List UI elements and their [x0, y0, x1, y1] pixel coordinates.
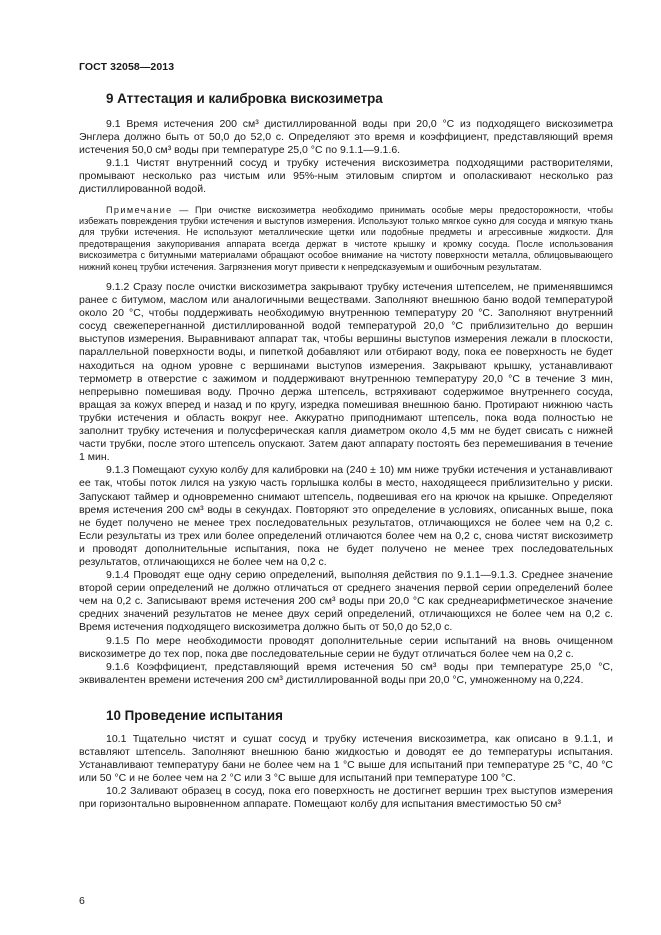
note-paragraph: [79, 205, 613, 273]
note-text: — При очистке вискозиметра необходимо принимать особые меры предосторожности, чтобы избежать повреждения трубки истечения и выступов измерения. Используют только мягкое сукно для сосуда и мягкую ткань для трубки истечения. Не используют металлические щетки или подобные предметы и агрессивные жидкости. Для предотвращения закупоривания аппарата всегда держат в чистоте крышку и кромку сосуда. После использования вискозиметра с битумными материалами обращают особое внимание на чистоту поверхности металла, облицовывающего нижний конец трубки истечения. Загрязнения могут привести к непредсказуемым и ошибочным результатам.: [79, 204, 613, 272]
note-label: Примечание: [106, 204, 173, 215]
document-header: ГОСТ 32058—2013: [79, 61, 175, 73]
document-body: [79, 90, 613, 811]
paragraph-10-2: 10.2 Заливают образец в сосуд, пока его поверхность не достигнет вершин трех выступов измерения при горизонтально выровненном аппарате. Помещают колбу для испытания вместимостью 50 см³: [79, 785, 613, 811]
paragraph-9-1-1: 9.1.1 Чистят внутренний сосуд и трубку истечения вискозиметра подходящими растворителями, промывают несколько раз чистым или 95%-ным этиловым спиртом и ополаскивают несколько раз дистиллированной водой.: [79, 157, 613, 196]
paragraph-9-1-6: 9.1.6 Коэффициент, представляющий время истечения 50 см³ воды при температуре 25,0 °С, эквивалентен времени истечения 200 см³ дистиллированной воды при 20,0 °С, умноженному на 0,224.: [79, 660, 613, 686]
paragraph-9-1: 9.1 Время истечения 200 см³ дистиллированной воды при 20,0 °С из подходящего вискозиметра Энглера должно быть от 50,0 до 52,0 с. Определяют это время и коэффициент, представляющий время истечения 50,0 см³ воды при температуре 25,0 °С по 9.1.1—9.1.6.: [79, 118, 613, 157]
paragraph-9-1-4: 9.1.4 Проводят еще одну серию определений, выполняя действия по 9.1.1—9.1.3. Среднее значение второй серии определений не должно отличаться от среднего значения первой серии определений более чем на 0,2 с. Записывают время истечения 200 см³ воды при 20,0 °С как среднеарифметическое значение средних значений результатов не менее двух серий определений, отличающихся не более чем на 0,2 с. Время истечения подходящего вискозиметра должно быть от 50,0 до 52,0 с.: [79, 569, 613, 634]
paragraph-9-1-3: 9.1.3 Помещают сухую колбу для калибровки на (240 ± 10) мм ниже трубки истечения и устанавливают ее так, чтобы поток лился на узкую часть горлышка колбы в место, находящееся приблизительно у риски. Запускают таймер и одновременно снимают штепсель, подвешивая его на крючок на крышке. Определяют время истечения 200 см³ воды в секундах. Повторяют это определение в условиях, описанных выше, пока не будет получено не менее трех последовательных результатов, отличающихся не более чем на 0,2 с. Если результаты из трех или более определений отличаются более чем на 0,2 с, снова чистят вискозиметр и проводят дополнительные испытания, пока не будет получено не менее трех последовательных результатов, отличающихся не более чем на 0,2 с.: [79, 464, 613, 568]
section-9-heading: 9 Аттестация и калибровка вискозиметра: [106, 91, 383, 106]
paragraph-9-1-5: 9.1.5 По мере необходимости проводят дополнительные серии испытаний на вновь очищенном вискозиметре до тех пор, пока две последовательные серии не будут отличаться более чем на 0,2 с.: [79, 634, 613, 660]
paragraph-9-1-2: 9.1.2 Сразу после очистки вискозиметра закрывают трубку истечения штепселем, не применявшимся ранее с битумом, маслом или аналогичными веществами. Заполняют внешнюю баню водой температурой около 20 °С, чтобы поддерживать необходимую внутреннюю температуру 20 °С. Заполняют внутренний сосуд свежеперегнанной дистиллированной водой температурой 20,0 °С приблизительно до вершин выступов измерения. Выравнивают аппарат так, чтобы вершины выступов измерения лежали в плоскости, параллельной поверхности воды, и пипеткой добавляют или отбирают воду, пока ее поверхность не будет находиться на одном уровне с вершинами выступов измерения. Закрывают крышку, устанавливают термометр в отверстие с зажимом и поддерживают внутреннюю температуру 20,0 °С в течение 3 мин, непрерывно помешивая воду. Прочно держа штепсель, встряхивают содержимое внутреннего сосуда, вращая за кожух вперед и назад и по кругу, изредка помешивая внешнюю баню. Протирают нижнюю часть трубки истечения и область вокруг нее. Аккуратно приподнимают штепсель, пока вода полностью не заполнит трубку истечения и полусферическая капля диаметром около 4,5 мм не будет свисать с нижней части трубки, после этого штепсель опускают. Затем дают аппарату постоять без перемешивания в течение 1 мин.: [79, 281, 613, 464]
section-10-heading: 10 Проведение испытания: [106, 707, 283, 723]
page-number: 6: [79, 895, 85, 907]
paragraph-10-1: 10.1 Тщательно чистят и сушат сосуд и трубку истечения вискозиметра, как описано в 9.1.1, и вставляют штепсель. Заполняют внешнюю баню жидкостью и доводят ее до температуры испытания. Устанавливают температуру бани не более чем на 1 °С выше для испытаний при температуре 25 °С, 40 °С или 50 °С и не более чем на 2 °С или 3 °С выше для испытаний при температуре 100 °С.: [79, 732, 613, 785]
